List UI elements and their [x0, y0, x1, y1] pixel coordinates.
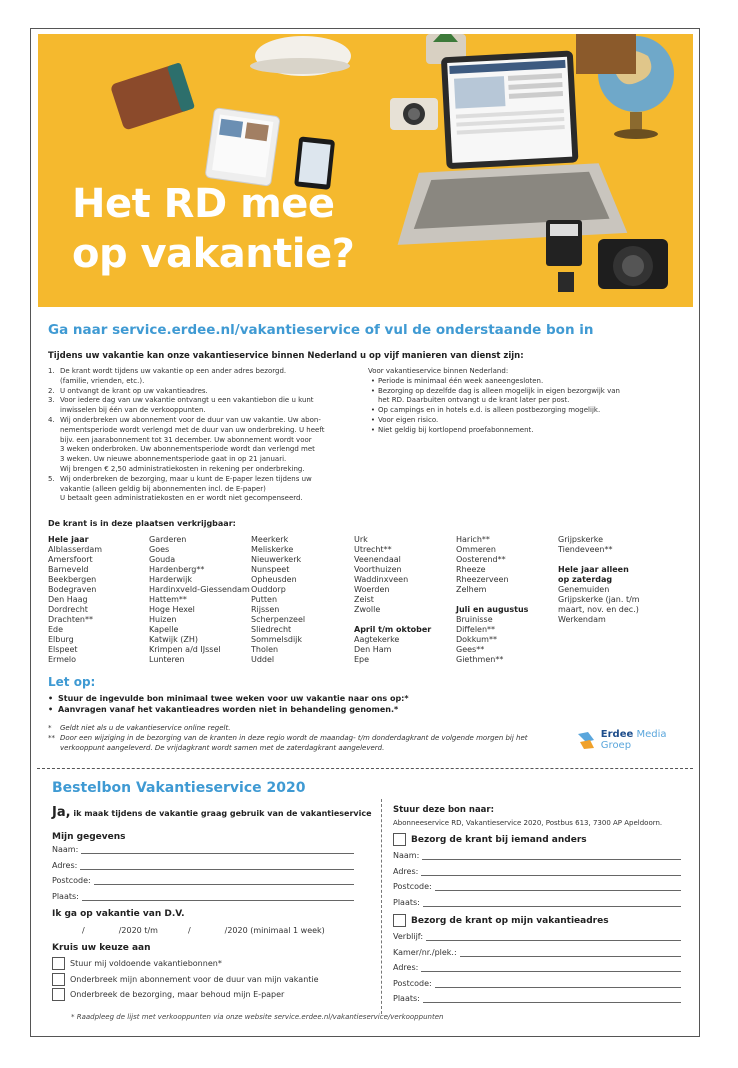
place-name: Oosterend** — [456, 555, 506, 564]
place-name: Beekbergen — [48, 575, 97, 584]
vakantie-dates[interactable] — [52, 926, 325, 935]
option-holiday-address[interactable] — [393, 914, 609, 927]
mijn-gegevens-heading: Mijn gegevens — [52, 832, 126, 842]
letop-text: Aanvragen vanaf het vakantieadres worden niet in behandeling genomen.* — [58, 705, 399, 714]
places-group-heading: Hele jaar alleen — [558, 565, 629, 574]
option-line: vakantie (alleen geldig bij abonnementen incl. de E-paper) — [60, 484, 266, 493]
place-name: Bodegraven — [48, 585, 97, 594]
option-line: Wij onderbreken de bezorging, maar u kunt de E-paper lezen tijdens uw — [60, 474, 312, 483]
place-name: Gouda — [149, 555, 176, 564]
other-field[interactable] — [393, 898, 681, 907]
option-item — [48, 416, 353, 475]
page-frame — [30, 28, 700, 1037]
places-spacer — [354, 615, 431, 625]
option-line: Voor iedere dag van uw vakantie ontvangt u een vakantiebon die u kunt — [60, 396, 314, 405]
holiday-field-label: Verblijf: — [393, 932, 424, 941]
places-spacer — [456, 595, 528, 605]
place-name: Genemuiden — [558, 585, 610, 594]
option-number: 4. — [48, 415, 55, 424]
place-name: Urk — [354, 535, 368, 544]
place-name: Meliskerke — [251, 545, 294, 554]
places-column — [558, 535, 640, 625]
holiday-field-label: Adres: — [393, 963, 419, 972]
condition-text — [378, 416, 438, 426]
places-column — [48, 535, 102, 665]
option-line: 3 weken. Uw nieuwe abonnementsperiode gaat in op 21 januari. — [60, 455, 287, 464]
other-field-input[interactable] — [435, 882, 681, 891]
option-text — [60, 396, 314, 416]
holiday-field-input[interactable] — [426, 932, 681, 941]
option-number: 5. — [48, 474, 55, 483]
my-field-input[interactable] — [81, 845, 354, 854]
my-field-input[interactable] — [94, 876, 354, 885]
option-number: 2. — [48, 386, 55, 395]
date-end: /2020 (minimaal 1 week) — [224, 926, 325, 935]
bullet-icon: • — [370, 425, 376, 434]
place-name: Nunspeet — [251, 565, 290, 574]
hero-banner — [38, 34, 693, 307]
place-name: Hardinxveld-Giessendam — [149, 585, 250, 594]
my-field-label: Plaats: — [52, 891, 79, 901]
brand-mark-icon — [576, 730, 596, 750]
holiday-field-input[interactable] — [423, 994, 681, 1003]
place-name: Amersfoort — [48, 555, 93, 564]
place-name: Elspeet — [48, 645, 78, 654]
footnote-line: Geldt niet als u de vakantieservice online regelt. — [60, 724, 231, 732]
condition-item — [368, 377, 668, 387]
intro-link-heading: Ga naar service.erdee.nl/vakantieservice of vul de onderstaande bon in — [48, 322, 594, 338]
vakantie-heading: Ik ga op vakantie van D.V. — [52, 909, 185, 919]
date-mid: /2020 t/m — [118, 926, 158, 935]
place-name: Bruinisse — [456, 615, 493, 624]
place-name: Alblasserdam — [48, 545, 103, 554]
option-line: (familie, vrienden, etc.). — [60, 376, 145, 385]
place-name: Den Ham — [354, 645, 392, 654]
footnote-item — [48, 733, 578, 753]
holiday-field[interactable] — [393, 932, 681, 941]
choice-checkbox[interactable] — [52, 973, 65, 986]
place-name: Hardenberg** — [149, 565, 205, 574]
condition-line: Niet geldig bij kortlopend proefabonnement. — [378, 425, 534, 434]
form-ja-statement — [52, 805, 372, 820]
place-name: Elburg — [48, 635, 74, 644]
options-list — [48, 367, 353, 504]
bullet-icon: • — [370, 406, 376, 415]
places-group-heading: April t/m oktober — [354, 625, 432, 634]
footnotes — [48, 723, 578, 753]
my-field-input[interactable] — [82, 892, 354, 901]
place-name: Harderwijk — [149, 575, 192, 584]
holiday-field[interactable] — [393, 963, 681, 972]
place-name: Katwijk (ZH) — [149, 635, 199, 644]
hero-title-line-1: Het RD mee — [72, 181, 335, 227]
bullet-icon: • — [370, 415, 376, 424]
option-item — [48, 396, 353, 416]
condition-text — [378, 426, 534, 436]
place-name: Veenendaal — [354, 555, 401, 564]
place-name: Dordrecht — [48, 605, 88, 614]
my-field-input[interactable] — [80, 861, 354, 870]
brand-name-2: Media Groep — [600, 729, 667, 751]
places-group-heading: Juli en augustus — [456, 605, 529, 614]
holiday-field-input[interactable] — [435, 979, 681, 988]
form-divider — [381, 799, 382, 1014]
holiday-field-label: Kamer/nr./plek.: — [393, 947, 457, 957]
place-name: Lunteren — [149, 655, 185, 664]
condition-item — [368, 387, 668, 407]
places-group-heading: Hele jaar — [48, 535, 89, 544]
place-name: Diffelen** — [456, 625, 496, 634]
place-name: maart, nov. en dec.) — [558, 605, 639, 614]
option-other-person[interactable] — [393, 833, 587, 846]
condition-line: het RD. Daarbuiten ontvangt u de krant later per post. — [378, 396, 570, 405]
choice-option[interactable] — [52, 988, 284, 1001]
place-name: Barneveld — [48, 565, 89, 574]
places-group-heading: op zaterdag — [558, 575, 613, 584]
bullet-icon: • — [48, 694, 54, 703]
place-name: Uddel — [251, 655, 275, 664]
my-field-label: Adres: — [52, 860, 78, 870]
holiday-field-input[interactable] — [421, 963, 681, 972]
place-name: Scherpenzeel — [251, 615, 306, 624]
my-field-label: Naam: — [52, 845, 79, 854]
option-item — [48, 387, 353, 397]
places-heading: De krant is in deze plaatsen verkrijgbaar: — [48, 519, 236, 528]
place-name: Hattem** — [149, 595, 187, 604]
places-column — [149, 535, 250, 665]
place-name: Gees** — [456, 645, 485, 654]
ja-rest: ik maak tijdens de vakantie graag gebruik van de vakantieservice — [70, 809, 372, 818]
holiday-field-input[interactable] — [460, 948, 681, 957]
place-name: Krimpen a/d IJssel — [149, 645, 221, 654]
option-line: nementsperiode wordt verlengd met de duur van uw onderbreking. U heeft — [60, 425, 325, 434]
my-field[interactable] — [52, 892, 354, 901]
option-line: 3 weken onderbroken. Uw abonnementsperiode wordt dan verlengd met — [60, 445, 315, 454]
places-column — [456, 535, 528, 665]
choice-label: Onderbreek de bezorging, maar behoud mijn E-paper — [70, 990, 285, 999]
intro-lead: Tijdens uw vakantie kan onze vakantieservice binnen Nederland u op vijf manieren van dienst zijn: — [48, 351, 524, 361]
option-number: 3. — [48, 396, 55, 405]
footnote-text — [60, 723, 230, 733]
place-name: Zwolle — [354, 605, 381, 614]
place-name: Ommeren — [456, 545, 496, 554]
condition-item — [368, 426, 668, 436]
place-name: Tholen — [251, 645, 279, 654]
condition-line: Op campings en in hotels e.d. is alleen postbezorging mogelijk. — [378, 406, 601, 415]
form-title: Bestelbon Vakantieservice 2020 — [52, 780, 306, 796]
option-line: U betaalt geen administratiekosten en er wordt niet gecompenseerd. — [60, 494, 303, 503]
place-name: Rijssen — [251, 605, 280, 614]
choice-label: Onderbreek mijn abonnement voor de duur van mijn vakantie — [70, 974, 319, 984]
option-other-label: Bezorg de krant bij iemand anders — [411, 834, 587, 845]
place-name: Grijpskerke (jan. t/m — [558, 595, 640, 604]
place-name: Dokkum** — [456, 635, 497, 644]
other-field-label: Plaats: — [393, 897, 420, 907]
place-name: Garderen — [149, 535, 187, 544]
option-line: Wij onderbreken uw abonnement voor de duur van uw vakantie. Uw abon- — [60, 415, 321, 424]
place-name: Opheusden — [251, 575, 297, 584]
holiday-field-label: Postcode: — [393, 978, 432, 988]
option-holiday-label: Bezorg de krant op mijn vakantieadres — [411, 915, 609, 926]
place-name: Rheezerveen — [456, 575, 509, 584]
place-name: Werkendam — [558, 615, 606, 624]
other-field-input[interactable] — [422, 851, 681, 860]
other-field[interactable] — [393, 882, 681, 891]
date-slash-2: / — [187, 926, 191, 935]
place-name: Huizen — [149, 615, 177, 624]
option-number: 1. — [48, 367, 55, 375]
place-name: Woerden — [354, 585, 390, 594]
condition-line: Voor eigen risico. — [378, 415, 439, 424]
option-line: De krant wordt tijdens uw vakantie op een ander adres bezorgd. — [60, 367, 287, 375]
place-name: Goes — [149, 545, 170, 554]
place-name: Putten — [251, 595, 278, 604]
condition-text — [378, 387, 620, 407]
keuze-heading: Kruis uw keuze aan — [52, 943, 151, 953]
ja-big: Ja, — [52, 805, 71, 820]
condition-line: Periode is minimaal één week aaneengesloten. — [378, 376, 544, 385]
place-name: Epe — [354, 655, 370, 664]
brand-logo — [576, 729, 699, 751]
form-footnote: * Raadpleeg de lijst met verkooppunten via onze website service.erdee.nl/vakantieservice/verkooppunten — [71, 1013, 444, 1021]
choice-option[interactable] — [52, 973, 319, 986]
option-line: bijv. een jaarabonnement tot 31 december. Uw abonnement wordt voor — [60, 435, 312, 444]
place-name: Meerkerk — [251, 535, 289, 544]
choice-option[interactable] — [52, 957, 222, 970]
places-spacer — [558, 555, 640, 565]
cut-line — [37, 768, 693, 769]
place-name: Den Haag — [48, 595, 88, 604]
place-name: Voorthuizen — [354, 565, 402, 574]
footnote-text — [60, 733, 528, 753]
my-field[interactable] — [52, 876, 354, 885]
choice-label: Stuur mij voldoende vakantiebonnen* — [70, 959, 222, 968]
brand-name-1: Erdee — [600, 729, 634, 740]
other-field-label: Adres: — [393, 866, 419, 876]
hero-title — [72, 179, 354, 279]
place-name: Waddinxveen — [354, 575, 409, 584]
place-name: Ede — [48, 625, 64, 634]
place-name: Giethmen** — [456, 655, 504, 664]
choice-checkbox[interactable] — [52, 988, 65, 1001]
holiday-field[interactable] — [393, 948, 681, 957]
place-name: Kapelle — [149, 625, 179, 634]
footnote-line: verkooppunt aangeleverd. De vrijdagkrant wordt samen met de zaterdagkrant aangeleverd. — [60, 744, 385, 752]
places-column — [354, 535, 431, 665]
place-name: Zelhem — [456, 585, 487, 594]
option-other-checkbox[interactable] — [393, 833, 406, 846]
other-field-input[interactable] — [423, 898, 681, 907]
send-address: Abonneeservice RD, Vakantieservice 2020, Postbus 613, 7300 AP Apeldoorn. — [393, 819, 663, 827]
letop-heading: Let op: — [48, 675, 96, 689]
other-field[interactable] — [393, 851, 681, 860]
my-field-label: Postcode: — [52, 876, 91, 885]
place-name: Drachten** — [48, 615, 93, 624]
place-name: Rheeze — [456, 565, 486, 574]
option-text — [60, 387, 208, 397]
other-field-input[interactable] — [421, 867, 681, 876]
place-name: Hoge Hexel — [149, 605, 195, 614]
bullet-icon: • — [48, 705, 54, 714]
option-item — [48, 475, 353, 504]
place-name: Utrecht** — [354, 545, 392, 554]
option-item — [48, 367, 353, 387]
holiday-field[interactable] — [393, 994, 681, 1003]
place-name: Sliedrecht — [251, 625, 292, 634]
place-name: Aagtekerke — [354, 635, 400, 644]
place-name: Ouddorp — [251, 585, 286, 594]
condition-text — [378, 377, 543, 387]
condition-line: Bezorging op dezelfde dag is alleen mogelijk in eigen bezorgwijk van — [378, 386, 620, 395]
place-name: Nieuwerkerk — [251, 555, 302, 564]
option-line: Wij brengen € 2,50 administratiekosten in rekening per onderbreking. — [60, 464, 305, 473]
option-line: inwisselen bij één van de verkooppunten. — [60, 406, 206, 415]
place-name: Zeist — [354, 595, 374, 604]
holiday-field-label: Plaats: — [393, 994, 420, 1003]
footnote-symbol: * — [48, 724, 52, 732]
other-field[interactable] — [393, 867, 681, 876]
conditions-heading: Voor vakantieservice binnen Nederland: — [368, 367, 509, 375]
condition-item — [368, 406, 668, 416]
send-heading: Stuur deze bon naar: — [393, 805, 495, 815]
letop-list — [48, 693, 409, 715]
option-line: U ontvangt de krant op uw vakantieadres. — [60, 386, 208, 395]
place-name: Tiendeveen** — [558, 545, 613, 554]
holiday-field[interactable] — [393, 979, 681, 988]
date-slash-1: / — [82, 926, 85, 935]
option-text — [60, 475, 312, 504]
choice-checkbox[interactable] — [52, 957, 65, 970]
place-name: Sommelsdijk — [251, 635, 303, 644]
letop-text: Stuur de ingevulde bon minimaal twee weken voor uw vakantie naar ons op:* — [58, 694, 409, 703]
place-name: Ermelo — [48, 655, 77, 664]
option-text — [60, 367, 286, 387]
my-field[interactable] — [52, 845, 354, 854]
other-field-label: Postcode: — [393, 882, 432, 891]
condition-item — [368, 416, 668, 426]
conditions-list — [368, 367, 668, 436]
places-column — [251, 535, 305, 665]
place-name: Grijpskerke — [558, 535, 604, 544]
option-holiday-checkbox[interactable] — [393, 914, 406, 927]
footnote-symbol: ** — [48, 734, 55, 742]
footnote-item — [48, 723, 578, 733]
bullet-icon: • — [370, 386, 376, 395]
letop-item — [48, 693, 409, 704]
hero-title-line-2: op vakantie? — [72, 231, 355, 277]
my-field[interactable] — [52, 861, 354, 870]
bullet-icon: • — [370, 376, 376, 385]
place-name: Harich** — [456, 535, 490, 544]
other-field-label: Naam: — [393, 851, 420, 860]
footnote-line: Door een wijziging in de bezorging van de kranten in deze regio wordt de maandag- t/m donderdagkrant de volgende morgen bij het — [60, 734, 528, 742]
option-text — [60, 416, 324, 475]
condition-text — [378, 406, 600, 416]
letop-item — [48, 704, 409, 715]
